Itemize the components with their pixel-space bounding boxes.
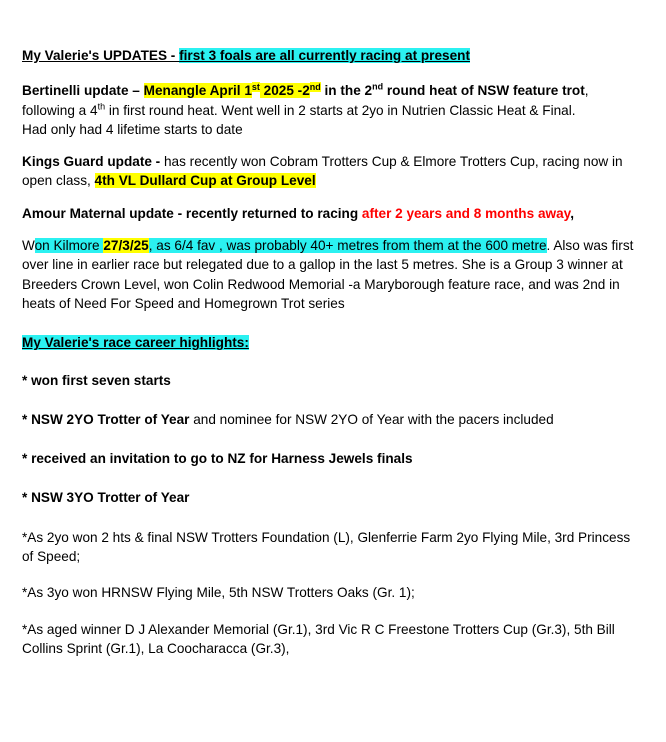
document-title: [22, 46, 644, 65]
kilmore-lead: W: [22, 238, 35, 254]
amour-maternal-comma: ,: [570, 205, 574, 221]
bertinelli-sup-nd-2: nd: [372, 81, 384, 92]
kings-guard-paragraph: [22, 152, 644, 191]
bertinelli-sup-st: st: [251, 81, 260, 92]
kings-guard-label: Kings Guard update -: [22, 154, 164, 170]
bertinelli-rest-1: in the 2: [320, 83, 373, 99]
bertinelli-dash: –: [128, 83, 144, 99]
bertinelli-rest-2: round heat of NSW feature trot: [383, 83, 585, 99]
bertinelli-line3: Had only had 4 lifetime starts to date: [22, 121, 243, 137]
amour-maternal-label: Amour Maternal update -: [22, 205, 186, 221]
kilmore-highlight-1: on Kilmore: [34, 238, 104, 254]
kilmore-rest: . Also was first over line in earlier race but relegated due to a gallop in the last 5 metres. She is a Group 3 winner at Breeders Crown Level, won Colin Redwood Memorial -a Maryborough feature race, and was 2nd in heats of Need For Speed and Homegrown Trot series: [22, 238, 634, 311]
bertinelli-line2-b: in first round heat. Went well in 2 starts at 2yo in Nutrien Classic Heat & Final.: [105, 102, 576, 118]
bertinelli-sup-nd: nd: [309, 81, 321, 92]
kilmore-paragraph: [22, 236, 644, 313]
bertinelli-highlight-1: Menangle April 1: [143, 83, 252, 99]
bertinelli-line2-a: following a 4: [22, 102, 98, 118]
bullet-normal-text: and nominee for NSW 2YO of Year with the pacers included: [189, 411, 554, 427]
bullet-bold-text: * won first seven starts: [22, 372, 171, 388]
record-line: *As aged winner D J Alexander Memorial (Gr.1), 3rd Vic R C Freestone Trotters Cup (Gr.3), 5th Bill Collins Sprint (Gr.1), La Coocharacca (Gr.3),: [22, 621, 615, 656]
kings-guard-highlight: 4th VL Dullard Cup at Group Level: [94, 173, 316, 189]
kings-guard-text: has recently won Cobram Trotters Cup & Elmore Trotters Cup, racing now in open class,: [22, 154, 623, 189]
kilmore-highlight-2: , as 6/4 fav , was probably 40+ metres from them at the 600 metre: [148, 238, 547, 254]
career-highlights-label: My Valerie's race career highlights:: [22, 335, 249, 351]
list-item: [22, 410, 644, 429]
amour-maternal-red: after 2 years and 8 months away: [361, 205, 571, 221]
record-line: *As 2yo won 2 hts & final NSW Trotters Foundation (L), Glenferrie Farm 2yo Flying Mile, 3rd Princess of Speed;: [22, 529, 631, 565]
bertinelli-highlight-3: 2: [302, 83, 310, 99]
title-prefix: My Valerie's UPDATES -: [22, 48, 180, 63]
record-line: *As 3yo won HRNSW Flying Mile, 5th NSW Trotters Oaks (Gr. 1);: [22, 585, 415, 601]
kilmore-date: 27/3/25: [103, 238, 149, 254]
list-item: [22, 488, 644, 507]
amour-maternal-paragraph: [22, 204, 644, 223]
bertinelli-comma: ,: [584, 83, 589, 99]
list-item: [22, 371, 644, 390]
bertinelli-line2-sup: th: [97, 101, 106, 112]
title-highlight: first 3 foals are all currently racing at present: [179, 48, 470, 63]
list-item: [22, 449, 644, 468]
bullet-bold-text: * NSW 2YO Trotter of Year: [22, 411, 190, 427]
bertinelli-paragraph: [22, 81, 644, 139]
amour-maternal-text: recently returned to racing: [185, 205, 362, 221]
career-highlights-heading: [22, 333, 644, 352]
bullet-bold-text: * NSW 3YO Trotter of Year: [22, 490, 190, 506]
bertinelli-highlight-2: 2025 -: [259, 83, 303, 99]
bertinelli-label: Bertinelli update: [22, 83, 129, 99]
bullet-bold-text: * received an invitation to go to NZ for Harness Jewels finals: [22, 451, 413, 467]
